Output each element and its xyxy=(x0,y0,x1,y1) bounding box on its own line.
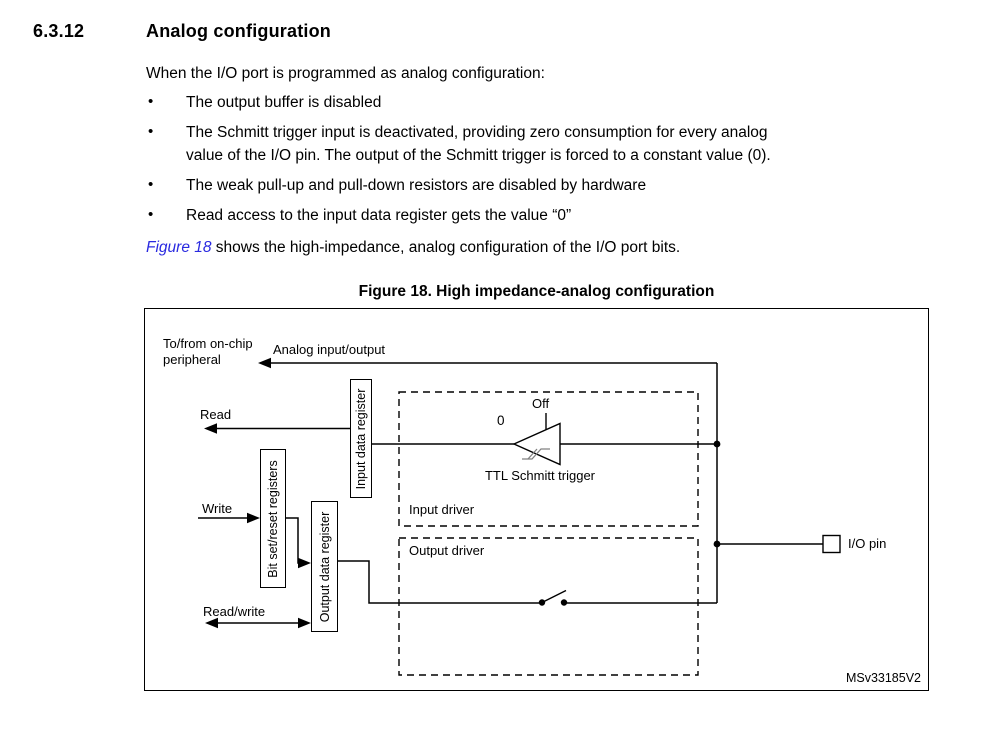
figure-18-link[interactable]: Figure 18 xyxy=(146,239,212,256)
analog-io-label: Analog input/output xyxy=(273,342,386,357)
junction-dot-icon xyxy=(714,541,721,548)
bullet-list xyxy=(146,91,936,234)
bit-set-reset-registers-box xyxy=(260,449,286,588)
peripheral-label: To/from on-chip peripheral xyxy=(163,336,253,367)
section-title: Analog configuration xyxy=(146,21,331,41)
arrowhead-right-icon xyxy=(247,513,260,523)
bullet-icon: • xyxy=(148,123,154,140)
bullet-icon: • xyxy=(148,206,154,223)
output-data-register-label: Output data register xyxy=(317,511,332,622)
output-data-register-box xyxy=(311,501,338,632)
output-driver-label: Output driver xyxy=(409,543,485,558)
io-pin-square xyxy=(823,536,840,553)
figure-caption: Figure 18. High impedance-analog configuration xyxy=(358,283,715,300)
list-item xyxy=(146,204,936,227)
output-path-line xyxy=(338,561,542,603)
list-item xyxy=(146,121,936,167)
figure-18-diagram xyxy=(144,308,929,691)
bullet-text: The weak pull-up and pull-down resistors are disabled by hardware xyxy=(186,177,647,194)
read-write-label: Read/write xyxy=(203,604,266,619)
write-label: Write xyxy=(202,501,233,516)
io-pin-label: I/O pin xyxy=(848,536,887,551)
junction-dot-icon xyxy=(714,441,721,448)
bullet-text: value of the I/O pin. The output of the Schmitt trigger is forced to a constant value (0). xyxy=(186,147,771,164)
intro-paragraph: When the I/O port is programmed as analog configuration: xyxy=(146,65,545,82)
schmitt-off-label: Off xyxy=(532,396,550,411)
switch-contact-icon xyxy=(561,599,567,605)
input-data-register-label: Input data register xyxy=(354,388,368,489)
input-driver-label: Input driver xyxy=(409,502,475,517)
bullet-text: Read access to the input data register gets the value “0” xyxy=(186,207,572,224)
figure-reference-text: shows the high-impedance, analog configuration of the I/O port bits. xyxy=(211,239,681,256)
list-item xyxy=(146,174,936,197)
arrowhead-right-icon xyxy=(298,558,311,568)
bullet-text: The Schmitt trigger input is deactivated, providing zero consumption for every analog xyxy=(186,124,768,141)
schmitt-trigger-symbol xyxy=(514,424,560,465)
arrowhead-left-icon xyxy=(204,423,217,433)
figure-watermark: MSv33185V2 xyxy=(845,671,921,685)
read-label: Read xyxy=(200,407,232,422)
bullet-text: The output buffer is disabled xyxy=(186,94,382,111)
bit-set-reset-registers-label: Bit set/reset registers xyxy=(266,459,280,578)
schmitt-zero-label: 0 xyxy=(497,413,505,428)
input-data-register-box xyxy=(350,379,372,498)
bitreg-to-outreg-line xyxy=(286,518,299,563)
schmitt-trigger-label: TTL Schmitt trigger xyxy=(484,468,596,483)
bullet-icon: • xyxy=(148,93,154,110)
section-number: 6.3.12 xyxy=(33,21,85,41)
bullet-icon: • xyxy=(148,176,154,193)
list-item xyxy=(146,91,936,114)
figure-reference-paragraph xyxy=(146,236,680,259)
arrowhead-right-icon xyxy=(298,618,311,628)
